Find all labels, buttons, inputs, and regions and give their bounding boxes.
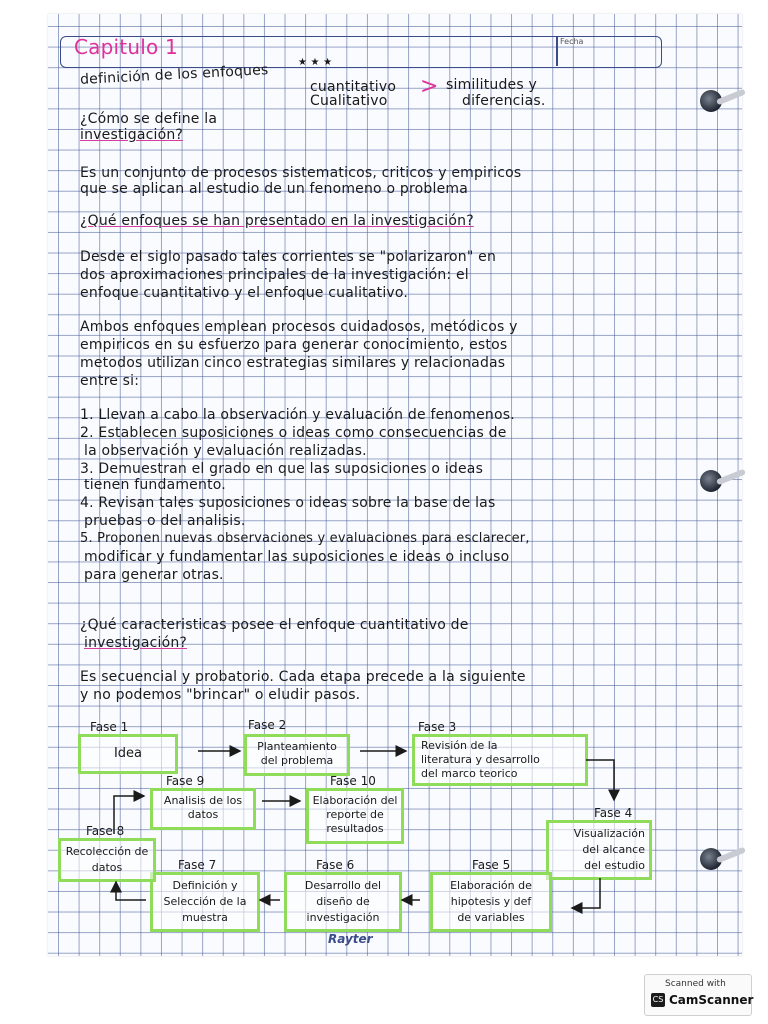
phase-5-text-2: hipotesis y def <box>450 895 532 908</box>
list-item: la observación y evaluación realizadas. <box>84 443 367 459</box>
list-item: 4. Revisan tales suposiciones o ideas sobre la base de las <box>80 495 496 511</box>
phase-1-text: Idea <box>113 746 143 761</box>
list-item: para generar otras. <box>84 567 224 583</box>
list-item: 1. Llevan a cabo la observación y evaluación de fenomenos. <box>80 407 515 423</box>
phase-5-text-3: de variables <box>457 911 525 924</box>
question-3-line-2: investigación? <box>84 635 188 651</box>
phase-7-text-3: muestra <box>182 911 228 924</box>
phase-6-text-2: diseño de <box>316 895 370 908</box>
phase-8-label: Fase 8 <box>86 824 125 838</box>
phase-7-text-1: Definición y <box>172 879 238 892</box>
phase-3-text-2: literatura y desarrollo <box>421 753 540 766</box>
question-1-line-2: investigación? <box>80 127 184 143</box>
answer-3-line-4: entre si: <box>80 373 140 389</box>
answer-3-line-1: Ambos enfoques emplean procesos cuidadosos, metódicos y <box>80 319 518 335</box>
answer-4-line-2: y no podemos "brincar" o eludir pasos. <box>80 687 361 703</box>
question-3-line-1: ¿Qué caracteristicas posee el enfoque cuantitativo de <box>80 617 469 633</box>
chapter-title: Capitulo 1 <box>74 35 178 59</box>
phase-3-label: Fase 3 <box>418 720 457 734</box>
arrow-7-to-8 <box>116 882 146 900</box>
phase-8-text-2: datos <box>91 861 123 874</box>
phase-10-text-1: Elaboración del <box>312 794 398 807</box>
phase-5-label: Fase 5 <box>472 858 511 872</box>
answer-2-line-3: enfoque cuantitativo y el enfoque cualitativo. <box>80 285 409 301</box>
phase-9-text-1: Analisis de los <box>163 794 243 807</box>
list-item: pruebas o del analisis. <box>84 513 246 529</box>
list-item: modificar y fundamentar las suposiciones e ideas o incluso <box>84 549 510 565</box>
fecha-label: Fecha <box>560 37 584 46</box>
phase-3-text-1: Revisión de la <box>421 739 498 752</box>
phase-4-text-3: del estudio <box>584 859 645 872</box>
phase-5-text-1: Elaboración de <box>450 879 532 892</box>
phase-6-text-3: investigación <box>306 911 380 924</box>
phase-4-label: Fase 4 <box>594 806 633 820</box>
answer-2-line-1: Desde el siglo pasado tales corrientes se "polarizaron" en <box>80 249 497 265</box>
phase-1-label: Fase 1 <box>90 720 129 734</box>
answer-4-line-1: Es secuencial y probatorio. Cada etapa precede a la siguiente <box>80 669 526 685</box>
phase-7-label: Fase 7 <box>178 858 217 872</box>
arrow-4-to-5 <box>572 878 600 908</box>
phase-6-label: Fase 6 <box>316 858 355 872</box>
differences-label: diferencias. <box>462 93 546 109</box>
phase-2-label: Fase 2 <box>248 718 287 732</box>
phase-2-text-1: Planteamiento <box>257 740 337 753</box>
list-item: 5. Proponen nuevas observaciones y evaluaciones para esclarecer, <box>80 531 530 546</box>
answer-2-line-2: dos aproximaciones principales de la investigación: el <box>80 267 469 283</box>
definition-subtitle: definición de los enfoques <box>79 62 269 88</box>
list-item: 3. Demuestran el grado en que las suposiciones o ideas <box>80 461 484 477</box>
list-item: tienen fundamento. <box>84 477 226 493</box>
question-2: ¿Qué enfoques se han presentado en la investigación? <box>80 213 474 229</box>
phase-9-text-2: datos <box>187 808 219 821</box>
answer-3-line-2: empiricos en su esfuerzo para generar conocimiento, estos <box>80 337 508 353</box>
phase-10-text-3: resultados <box>326 822 384 835</box>
list-item: 2. Establecen suposiciones o ideas como consecuencias de <box>80 425 507 441</box>
phase-2-text-2: del problema <box>260 754 334 767</box>
question-1-line-1: ¿Cómo se define la <box>80 111 218 127</box>
phase-3-text-3: del marco teorico <box>421 767 518 780</box>
phase-9-label: Fase 9 <box>166 774 205 788</box>
camscanner-text: CamScanner <box>669 993 754 1007</box>
answer-1-line-2: que se aplican al estudio de un fenomeno o problema <box>80 181 468 197</box>
phase-4-text-1: Visualización <box>573 827 645 840</box>
answer-1-line-1: Es un conjunto de procesos sistematicos, criticos y empiricos <box>80 165 522 181</box>
approach-quantitative: cuantitativo <box>310 79 397 95</box>
phase-7-text-2: Selección de la <box>163 895 247 908</box>
arrow-3-to-4 <box>586 760 614 800</box>
answer-3-line-3: metodos utilizan cinco estrategias similares y relacionadas <box>80 355 506 371</box>
stars: ★ ★ ★ <box>298 57 333 68</box>
phase-4-text-2: del alcance <box>582 843 645 856</box>
approach-qualitative: Cualitativo <box>310 93 388 109</box>
phase-8-text-1: Recolección de <box>65 845 149 858</box>
phase-10-text-2: reporte de <box>326 808 384 821</box>
arrow-8-to-9 <box>114 796 144 834</box>
scanned-with-text: Scanned with <box>665 979 726 989</box>
author-signature: Rayter <box>328 932 373 946</box>
approaches-arrow: > <box>420 74 439 99</box>
phase-6-text-1: Desarrollo del <box>304 879 382 892</box>
camscanner-watermark <box>644 974 752 1016</box>
phase-10-label: Fase 10 <box>330 774 376 788</box>
camscanner-logo-icon: CS <box>651 993 665 1007</box>
similarities-label: similitudes y <box>446 77 537 93</box>
